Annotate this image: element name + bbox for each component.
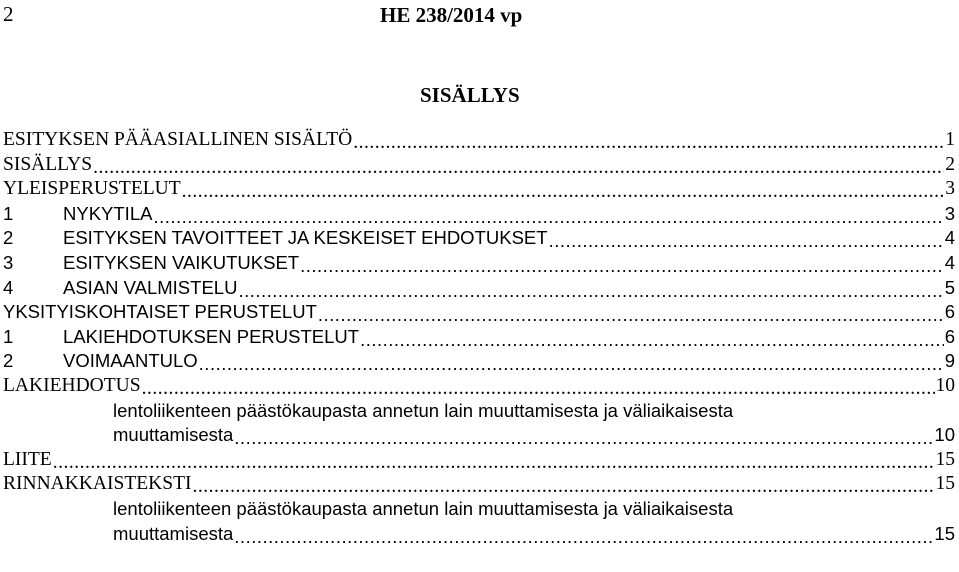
dot-leader — [318, 303, 944, 322]
toc-entry-page: 9 — [944, 350, 955, 372]
toc-entry-page: 10 — [934, 424, 955, 446]
dot-leader — [199, 352, 944, 371]
toc-entry-title: LIITE — [3, 448, 52, 470]
toc-entry-page: 2 — [945, 153, 955, 175]
dot-leader — [153, 205, 943, 224]
page-number: 2 — [3, 2, 14, 26]
dot-leader — [360, 328, 944, 347]
toc-entry-page: 3 — [945, 178, 955, 200]
toc-entry-first-line[interactable] — [3, 497, 955, 522]
toc-entry-title: ASIAN VALMISTELU — [63, 276, 238, 298]
dot-leader — [300, 254, 944, 273]
dot-leader — [182, 180, 945, 200]
toc-entry-title: NYKYTILA — [63, 202, 153, 224]
dot-leader — [234, 426, 933, 445]
toc-entry-number: 2 — [3, 227, 14, 249]
toc-entry-first-line[interactable] — [3, 399, 955, 424]
toc-entry-title: muuttamisesta — [113, 522, 234, 544]
toc-entry-number: 4 — [3, 276, 14, 298]
toc-entry-title: YLEISPERUSTELUT — [3, 178, 181, 200]
toc-entry-title: lentoliikenteen päästökaupasta annetun lain muuttamisesta ja väliaikaisesta — [113, 399, 734, 421]
table-of-contents — [3, 128, 955, 546]
toc-heading: SISÄLLYS — [420, 83, 520, 107]
toc-entry[interactable] — [3, 202, 955, 227]
toc-entry-number: 2 — [3, 350, 14, 372]
dot-leader — [353, 131, 944, 151]
dot-leader — [549, 229, 944, 248]
dot-leader — [238, 279, 943, 298]
toc-entry[interactable] — [3, 153, 955, 178]
toc-entry[interactable] — [3, 177, 955, 202]
toc-entry-title: YKSITYISKOHTAISET PERUSTELUT — [3, 301, 317, 323]
toc-entry-title: RINNAKKAISTEKSTI — [3, 473, 192, 495]
toc-entry[interactable] — [3, 128, 955, 153]
toc-entry-title: ESITYKSEN TAVOITTEET JA KESKEISET EHDOTUKSET — [63, 227, 548, 249]
toc-entry[interactable] — [3, 423, 955, 448]
toc-entry-page: 15 — [935, 473, 955, 495]
toc-entry-title: SISÄLLYS — [3, 153, 93, 175]
toc-entry[interactable] — [3, 251, 955, 276]
toc-entry-page: 1 — [945, 129, 955, 150]
toc-entry-page: 15 — [935, 448, 955, 470]
toc-entry-page: 5 — [944, 276, 955, 298]
toc-entry-page: 15 — [934, 522, 955, 544]
toc-entry-page: 4 — [944, 227, 955, 249]
toc-entry[interactable] — [3, 226, 955, 251]
toc-entry-title: LAKIEHDOTUKSEN PERUSTELUT — [63, 325, 360, 347]
toc-entry-title: muuttamisesta — [113, 424, 234, 446]
dot-leader — [142, 377, 935, 397]
toc-entry[interactable] — [3, 300, 955, 325]
toc-entry-title: VOIMAANTULO — [63, 350, 198, 372]
toc-entry[interactable] — [3, 276, 955, 301]
toc-entry-title: lentoliikenteen päästökaupasta annetun lain muuttamisesta ja väliaikaisesta — [113, 497, 734, 519]
toc-entry[interactable] — [3, 472, 955, 497]
document-id: HE 238/2014 vp — [380, 3, 523, 27]
toc-entry-page: 6 — [944, 301, 955, 323]
toc-entry-page: 10 — [935, 374, 955, 396]
dot-leader — [193, 475, 935, 495]
dot-leader — [93, 156, 944, 176]
toc-entry-page: 6 — [944, 325, 955, 347]
toc-entry-number: 3 — [3, 251, 14, 273]
toc-entry[interactable] — [3, 522, 955, 547]
toc-entry-title: ESITYKSEN VAIKUTUKSET — [63, 251, 300, 273]
dot-leader — [53, 451, 935, 471]
toc-entry[interactable] — [3, 448, 955, 473]
toc-entry[interactable] — [3, 349, 955, 374]
toc-entry-page: 3 — [944, 202, 955, 224]
toc-entry-number: 1 — [3, 202, 14, 224]
toc-entry[interactable] — [3, 374, 955, 399]
toc-entry-number: 1 — [3, 325, 14, 347]
toc-entry[interactable] — [3, 325, 955, 350]
toc-entry-title: ESITYKSEN PÄÄASIALLINEN SISÄLTÖ — [3, 129, 353, 150]
dot-leader — [234, 525, 933, 544]
toc-entry-title: LAKIEHDOTUS — [3, 374, 141, 396]
toc-entry-page: 4 — [944, 251, 955, 273]
